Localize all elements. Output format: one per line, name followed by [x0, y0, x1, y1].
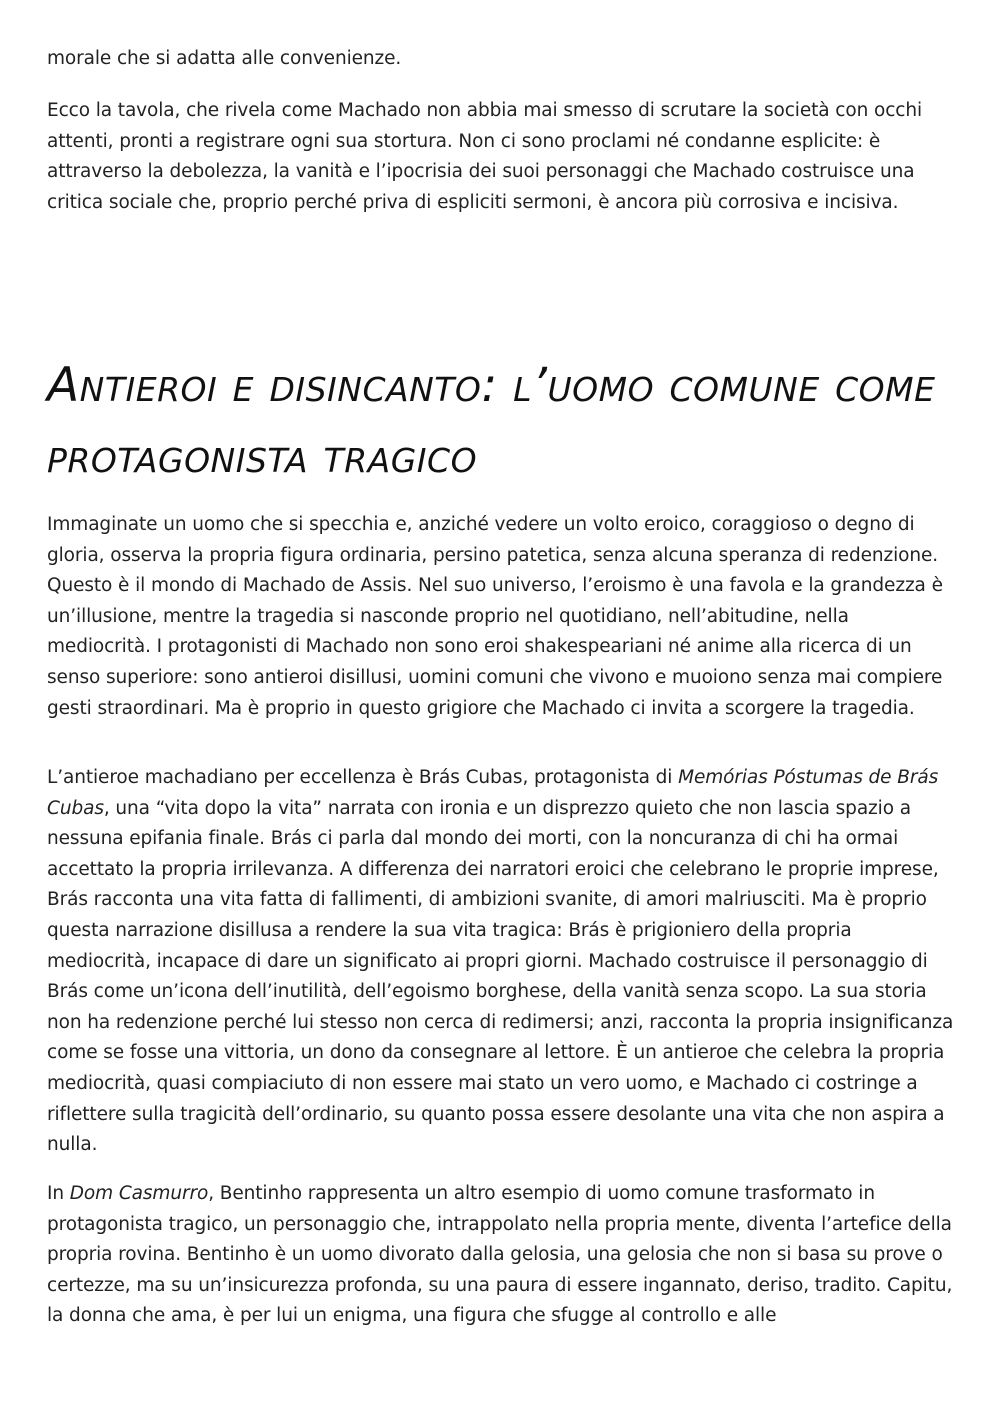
paragraph-3: Immaginate un uomo che si specchia e, anziché vedere un volto eroico, coraggioso o degno di gloria, osserva la propria figura ordinaria, persino patetica, senza alcuna speranza di redenzione. Questo è il mondo di Machado de Assis. Nel suo universo, l’eroismo è una favola e la grandezza è un’illusione, mentre la tragedia si nasconde proprio nel quotidiano, nell’abitudine, nella mediocrità. I protagonisti di Machado non sono eroi shakespeariani né anime alla ricerca di un senso superiore: sono antieroi disillusi, uomini comuni che vivono e muoiono senza mai compiere gesti straordinari. Ma è proprio in questo grigiore che Machado ci invita a scorgere la tragedia. [47, 514, 943, 719]
paragraph-5 [47, 1179, 957, 1332]
paragraph-5-text-a: In [47, 1183, 70, 1204]
paragraph-2: Ecco la tavola, che rivela come Machado non abbia mai smesso di scrutare la società con occhi attenti, pronti a registrare ogni sua stortura. Non ci sono proclami né condanne esplicite: è attraverso la debolezza, la vanità e l’ipocrisia dei suoi personaggi che Machado costruisce una critica sociale che, proprio perché priva di espliciti sermoni, è ancora più corrosiva e incisiva. [47, 100, 923, 213]
paragraph-1: morale che si adatta alle convenienze. [47, 48, 402, 69]
paragraph-4-text-b: , una “vita dopo la vita” narrata con ironia e un disprezzo quieto che non lascia spazio a nessuna epifania finale. Brás ci parla dal mondo dei morti, con la noncuranza di chi ha ormai accettato la propria irrilevanza. A differenza dei narratori eroici che celebrano le proprie imprese, Brás racconta una vita fatta di fallimenti, di ambizioni svanite, di amori malriusciti. Ma è proprio questa narrazione disillusa a rendere la sua vita tragica: Brás è prigioniero della propria mediocrità, incapace di dare un significato ai propri giorni. Machado costruisce il personaggio di Brás come un’icona dell’inutilità, dell’egoismo borghese, della vanità senza scopo. La sua storia non ha redenzione perché lui stesso non cerca di redimersi; anzi, racconta la propria insignificanza come se fosse una vittoria, un dono da consegnare al lettore. È un antieroe che celebra la propria mediocrità, quasi compiaciuto di non essere mai stato un vero uomo, e Machado ci costringe a riflettere sulla tragicità dell’ordinario, su quanto possa essere desolante una vita che non aspira a nulla. [47, 797, 954, 1156]
book-title-bras-cubas: Memórias Póstumas de Brás Cubas [47, 767, 939, 819]
section-heading: Antieroi e disincanto: l’uomo comune come protagonista tragico [47, 358, 936, 484]
book-title-dom-casmurro: Dom Casmurro [69, 1183, 209, 1204]
paragraph-4-text-a: L’antieroe machadiano per eccellenza è Brás Cubas, protagonista di [47, 767, 679, 788]
paragraph-5-text-b: , Bentinho rappresenta un altro esempio di uomo comune trasformato in protagonista tragico, un personaggio che, intrappolato nella propria mente, diventa l’artefice della propria rovina. Bentinho è un uomo divorato dalla gelosia, una gelosia che non si basa su prove o certezze, ma su un’insicurezza profonda, su una paura di essere ingannato, deriso, tradito. Capitu, la donna che ama, è per lui un enigma, una figura che sfugge al controllo e alle [47, 1183, 953, 1327]
paragraph-4 [47, 763, 957, 1161]
